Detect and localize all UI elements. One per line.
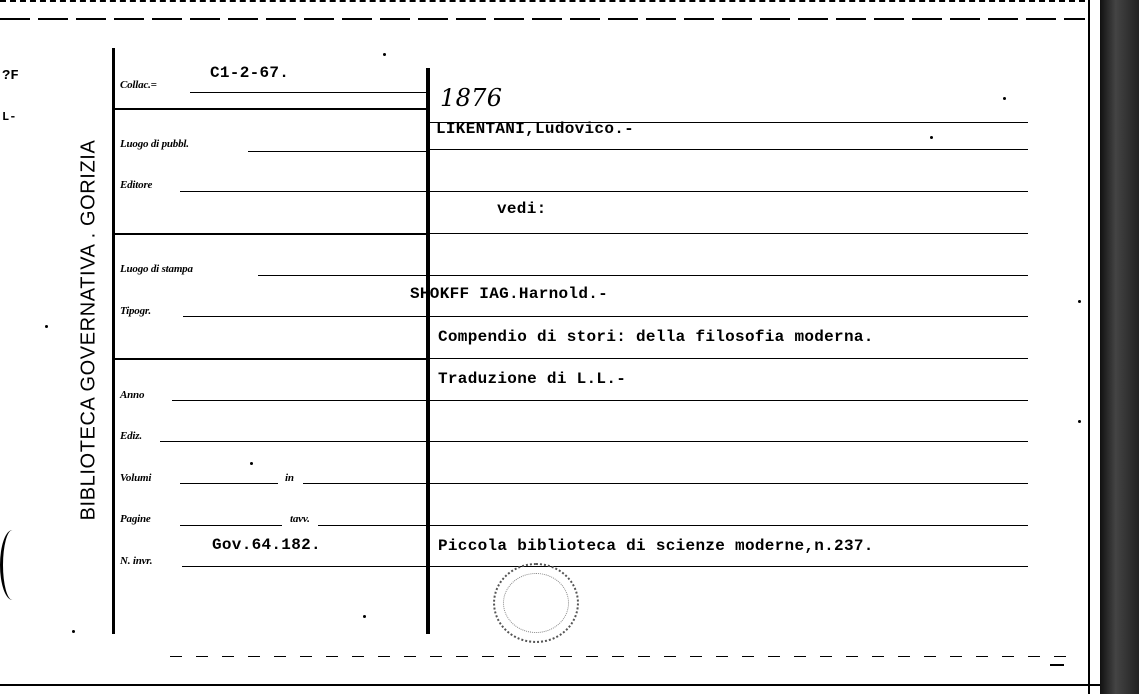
center-card-rule: [426, 68, 430, 634]
speck: [1050, 664, 1064, 666]
speck: [383, 53, 386, 56]
label-pagine: Pagine: [120, 513, 151, 525]
label-anno: Anno: [120, 389, 145, 401]
rule: [430, 191, 1028, 192]
rule: [430, 316, 1028, 317]
rule: [115, 358, 426, 360]
rule: [115, 108, 426, 110]
rule: [430, 483, 1028, 484]
rule: [115, 233, 426, 235]
label-luogo-stampa: Luogo di stampa: [120, 263, 193, 275]
left-card-rule: [112, 48, 115, 634]
rule: [182, 566, 426, 567]
card-number-handwritten: 1876: [440, 84, 503, 112]
rule: [258, 275, 426, 276]
left-margin-mark: [0, 530, 25, 600]
speck: [45, 325, 48, 328]
rule: [180, 483, 278, 484]
rule: [180, 191, 426, 192]
library-name: BIBLIOTECA GOVERNATIVA . GORIZIA: [77, 139, 100, 521]
rule: [430, 525, 1028, 526]
speck: [363, 615, 366, 618]
rule: [303, 483, 426, 484]
translation-note: Traduzione di L.L.-: [438, 370, 627, 388]
bottom-dashed: [170, 656, 1070, 657]
speck: [250, 462, 253, 465]
bottom-rule: [0, 684, 1100, 686]
inventory-number: Gov.64.182.: [212, 536, 321, 554]
label-edizione: Ediz.: [120, 430, 142, 442]
right-edge-bar: [1088, 0, 1100, 694]
label-volumi: Volumi: [120, 472, 152, 484]
top-border: [0, 0, 1085, 5]
rule: [430, 441, 1028, 442]
rule: [318, 525, 426, 526]
speck: [72, 630, 75, 633]
rule: [183, 316, 426, 317]
label-editore: Editore: [120, 179, 153, 191]
rule: [430, 233, 1028, 234]
left-margin-mark: ?F: [2, 68, 19, 84]
see-reference: vedi:: [497, 200, 547, 218]
library-stamp: [493, 563, 579, 643]
label-tavole: tavv.: [290, 513, 310, 525]
rule: [172, 400, 426, 401]
collocazione-value: C1-2-67.: [210, 64, 290, 82]
right-edge-dark: [1100, 0, 1139, 694]
author-heading: LIKENTANI,Ludovico.-: [436, 120, 635, 138]
speck: [1003, 97, 1006, 100]
rule: [180, 525, 282, 526]
label-n-inventario: N. invr.: [120, 555, 153, 567]
label-in: in: [285, 472, 294, 484]
left-margin-mark: L-: [2, 110, 17, 124]
referenced-author: SHOKFF IAG.Harnold.-: [410, 285, 609, 303]
speck: [930, 136, 933, 139]
book-title: Compendio di stori: della filosofia moderna.: [438, 328, 874, 346]
rule: [430, 149, 1028, 150]
rule: [430, 400, 1028, 401]
rule: [160, 441, 426, 442]
rule: [190, 92, 426, 93]
series-note: Piccola biblioteca di scienze moderne,n.237.: [438, 537, 874, 555]
rule: [430, 358, 1028, 359]
rule: [430, 275, 1028, 276]
label-collocazione: Collac.=: [120, 79, 157, 91]
label-luogo-pubblicazione: Luogo di pubbl.: [120, 138, 189, 150]
top-rule: [0, 18, 1085, 20]
speck: [1078, 300, 1081, 303]
rule: [248, 151, 426, 152]
label-tipografia: Tipogr.: [120, 305, 151, 317]
speck: [1078, 420, 1081, 423]
